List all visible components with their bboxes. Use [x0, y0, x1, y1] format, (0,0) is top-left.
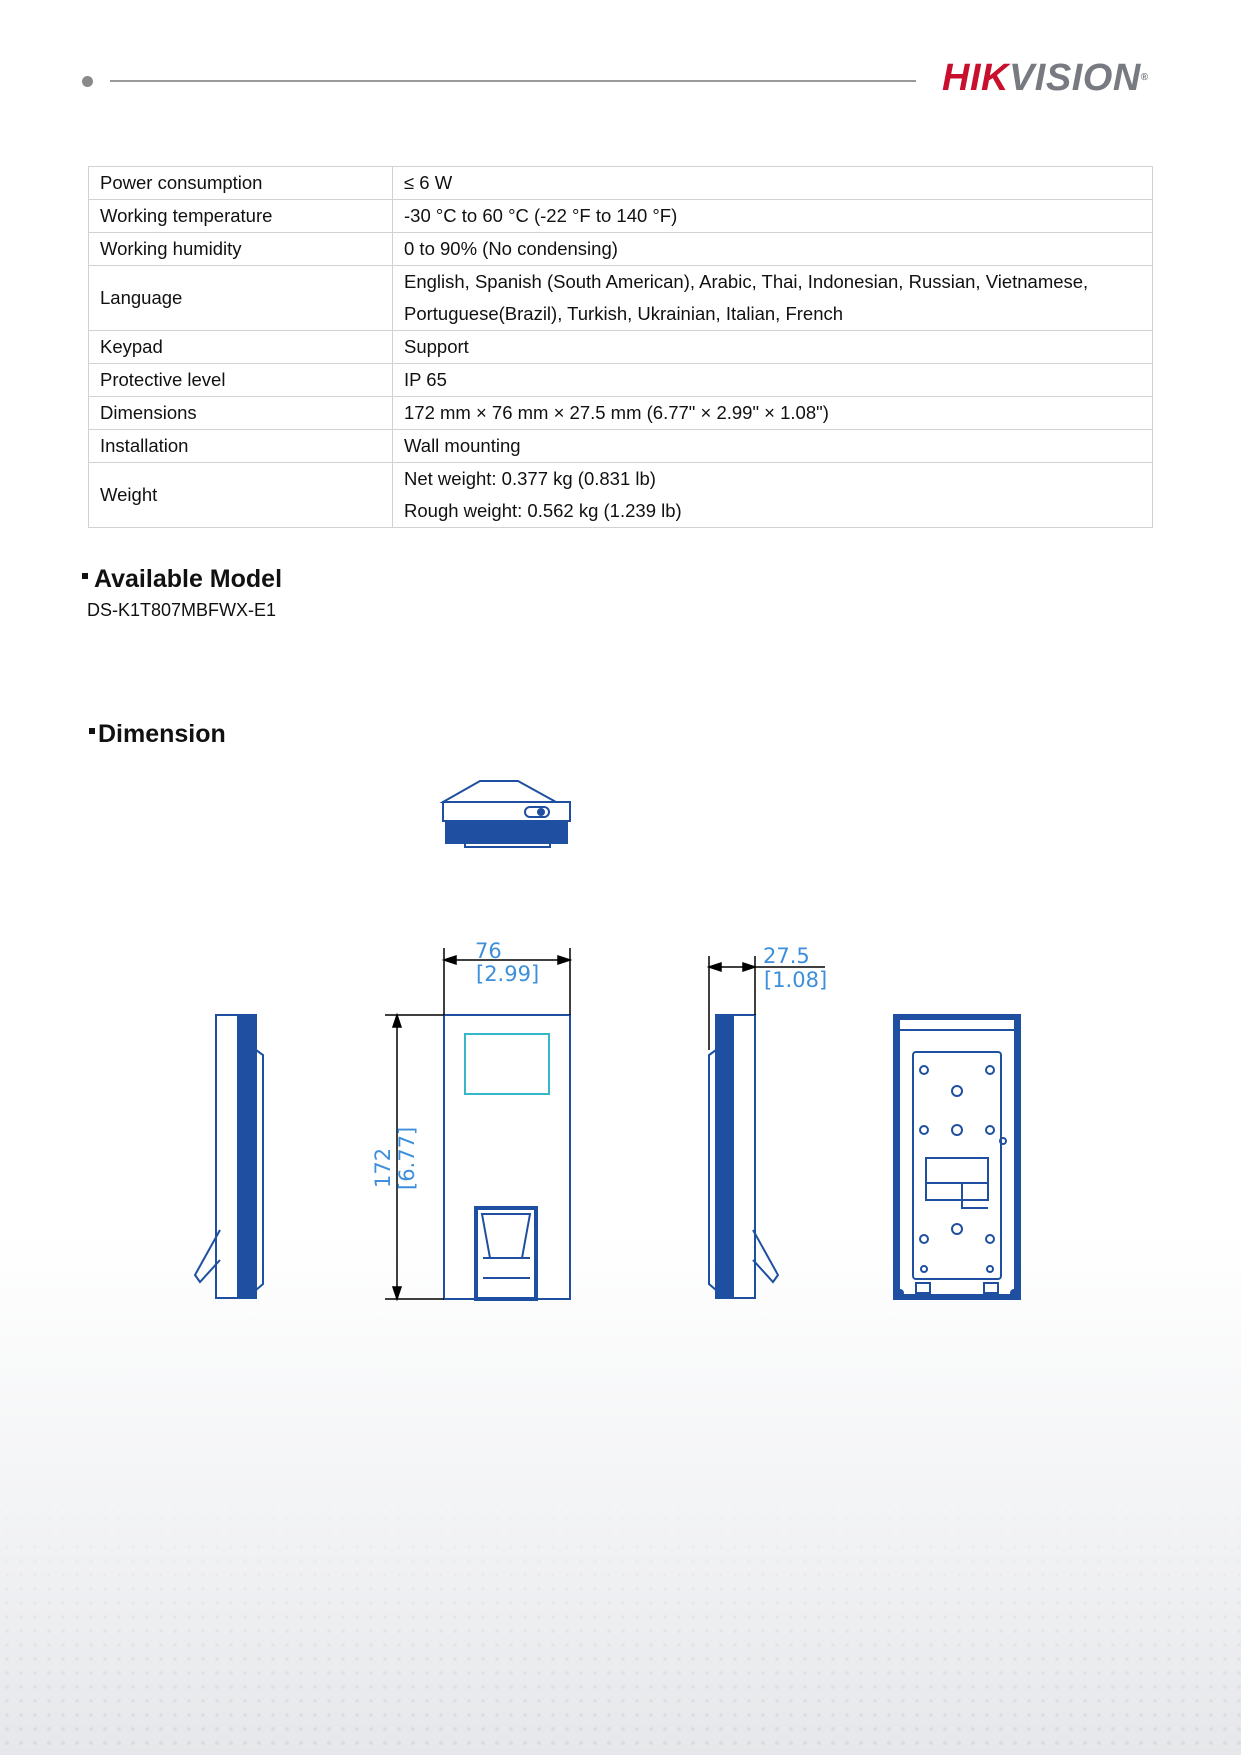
spec-value-line: Wall mounting — [404, 435, 521, 456]
right-side-view — [709, 1015, 778, 1298]
model-number: DS-K1T807MBFWX-E1 — [87, 600, 277, 620]
spec-value-line: 0 to 90% (No condensing) — [404, 238, 618, 259]
spec-label: Power consumption — [89, 167, 393, 200]
spec-value-line: Rough weight: 0.562 kg (1.239 lb) — [404, 500, 682, 521]
spec-label: Protective level — [89, 364, 393, 397]
spec-value-line: -30 °C to 60 °C (-22 °F to 140 °F) — [404, 205, 678, 226]
spec-value-line: Portuguese(Brazil), Turkish, Ukrainian, Italian, French — [404, 303, 844, 324]
back-view — [894, 1015, 1020, 1299]
height-mm-label: 172 — [371, 1147, 395, 1188]
hikvision-logo: HIKVISION® — [942, 57, 1149, 99]
height-in-label: [6.77] — [395, 1126, 419, 1190]
spec-value-line: English, Spanish (South American), Arabic, Thai, Indonesian, Russian, Vietnamese, — [404, 271, 1089, 292]
available-model-heading: Available Model — [82, 565, 282, 594]
depth-mm-label: 27.5 — [763, 944, 810, 968]
depth-in-label: [1.08] — [764, 968, 828, 992]
spec-value-line: Net weight: 0.377 kg (0.831 lb) — [404, 468, 656, 489]
left-side-view — [195, 1015, 263, 1298]
dimension-heading: Dimension — [89, 720, 226, 749]
spec-label: Installation — [89, 430, 393, 463]
spec-label: Keypad — [89, 331, 393, 364]
spec-label: Language — [89, 266, 393, 331]
top-view — [443, 781, 570, 847]
spec-label: Dimensions — [89, 397, 393, 430]
spec-value-line: ≤ 6 W — [404, 172, 453, 193]
width-mm-label: 76 — [475, 939, 502, 963]
spec-label: Working humidity — [89, 233, 393, 266]
spec-label: Weight — [89, 463, 393, 528]
spec-value-line: 172 mm × 76 mm × 27.5 mm (6.77" × 2.99" × 1.08") — [404, 402, 829, 423]
spec-label: Working temperature — [89, 200, 393, 233]
width-in-label: [2.99] — [476, 962, 540, 986]
front-view — [444, 1015, 570, 1299]
spec-value-line: Support — [404, 336, 469, 357]
spec-value-line: IP 65 — [404, 369, 447, 390]
